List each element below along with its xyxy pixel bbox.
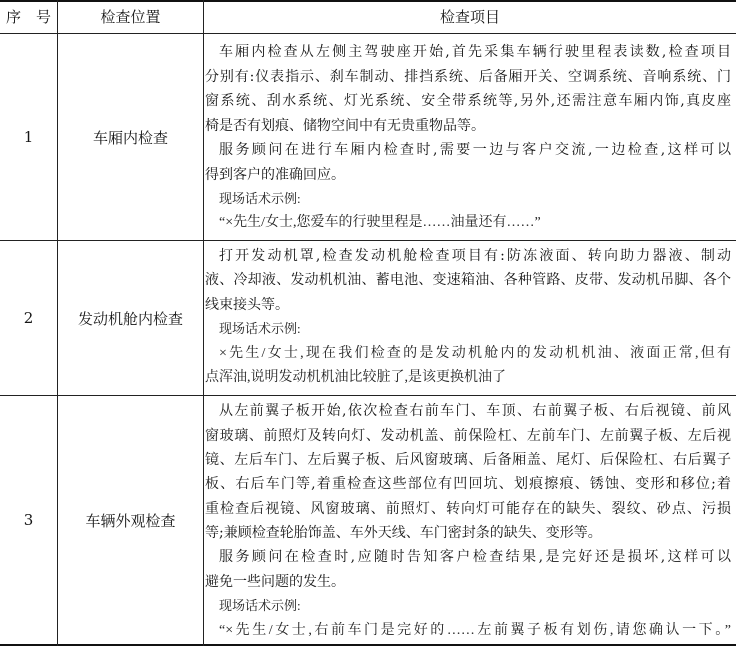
item-text-line: 得到客户的准确回应。 <box>205 166 345 183</box>
item-text-line: 等;兼顾检查轮胎饰盖、车外天线、车门密封条的缺失、变形等。 <box>205 524 602 541</box>
header-cell-location: 检查位置 <box>100 8 161 26</box>
row-location: 发动机舱内检查 <box>77 309 183 328</box>
item-text-line: 镜、左后车门、左后翼子板、后风窗玻璃、后备厢盖、尾灯、后保险杠、右后翼子 <box>205 452 731 468</box>
row-number: 3 <box>23 511 34 529</box>
script-example-label: 现场话术示例: <box>219 598 301 613</box>
column-divider <box>203 0 204 646</box>
item-text-line: 打开发动机罩,检查发动机舱检查项目有:防冻液面、转向助力器液、制动 <box>219 248 731 264</box>
item-text-line: 板、右后车门等,着重检查这些部位有凹回坑、划痕擦痕、锈蚀、变形和移位;着 <box>205 476 731 492</box>
script-example-quote: ×先生/女士,现在我们检查的是发动机舱内的发动机机油、液面正常,但有 <box>219 346 731 361</box>
header-cell-number: 序 号 <box>5 8 51 26</box>
table-top-border <box>0 0 736 2</box>
row-divider <box>0 240 736 241</box>
row-number: 1 <box>23 128 34 146</box>
item-text-line: 窗系统、刮水系统、灯光系统、安全带系统等,另外,还需注意车厢内饰,真皮座 <box>205 93 731 109</box>
item-text-line: 服务顾问在检查时,应随时告知客户检查结果,是完好还是损坏,这样可以 <box>219 549 731 565</box>
item-text-line: 分别有:仪表指示、刹车制动、排挡系统、后备厢开关、空调系统、音响系统、门 <box>205 68 731 85</box>
row-divider <box>0 395 736 396</box>
row-number: 2 <box>23 309 34 327</box>
script-example-quote: “×先生/女士,您爱车的行驶里程是……油量还有……” <box>219 214 541 230</box>
row-location: 车厢内检查 <box>92 128 168 147</box>
table-row <box>0 396 736 644</box>
row-location: 车辆外观检查 <box>85 511 176 530</box>
script-example-label: 现场话术示例: <box>219 321 301 336</box>
item-text-line: 重检查后视镜、风窗玻璃、前照灯、转向灯可能存在的缺失、裂纹、砂点、污损 <box>205 500 731 517</box>
script-example-label: 现场话术示例: <box>219 191 301 206</box>
item-text-line: 线束接头等。 <box>205 296 289 313</box>
script-example-quote: 点浑油,说明发动机机油比较脏了,是该更换机油了 <box>205 370 506 385</box>
header-cell-items: 检查项目 <box>439 8 500 26</box>
item-text-line: 液、冷却液、发动机机油、蓄电池、变速箱油、各种管路、皮带、发动机吊脚、各个 <box>205 272 731 288</box>
item-text-line: 窗玻璃、前照灯及转向灯、发动机盖、前保险杠、左前车门、左前翼子板、左后视 <box>205 427 731 444</box>
header-divider <box>0 33 736 34</box>
item-text-line: 从左前翼子板开始,依次检查右前车门、车顶、右前翼子板、右后视镜、前风 <box>219 403 731 419</box>
item-text-line: 椅是否有划痕、储物空间中有无贵重物品等。 <box>205 117 485 134</box>
item-text-line: 服务顾问在进行车厢内检查时,需要一边与客户交流,一边检查,这样可以 <box>219 142 731 158</box>
table-row <box>0 241 736 395</box>
table-row <box>0 34 736 240</box>
item-text-line: 车厢内检查从左侧主驾驶座开始,首先采集车辆行驶里程表读数,检查项目 <box>219 44 731 60</box>
item-text-line: 避免一些问题的发生。 <box>205 573 345 590</box>
column-divider <box>57 0 58 646</box>
script-example-quote: “×先生/女士,右前车门是完好的……左前翼子板有划伤,请您确认一下。” <box>219 622 731 638</box>
